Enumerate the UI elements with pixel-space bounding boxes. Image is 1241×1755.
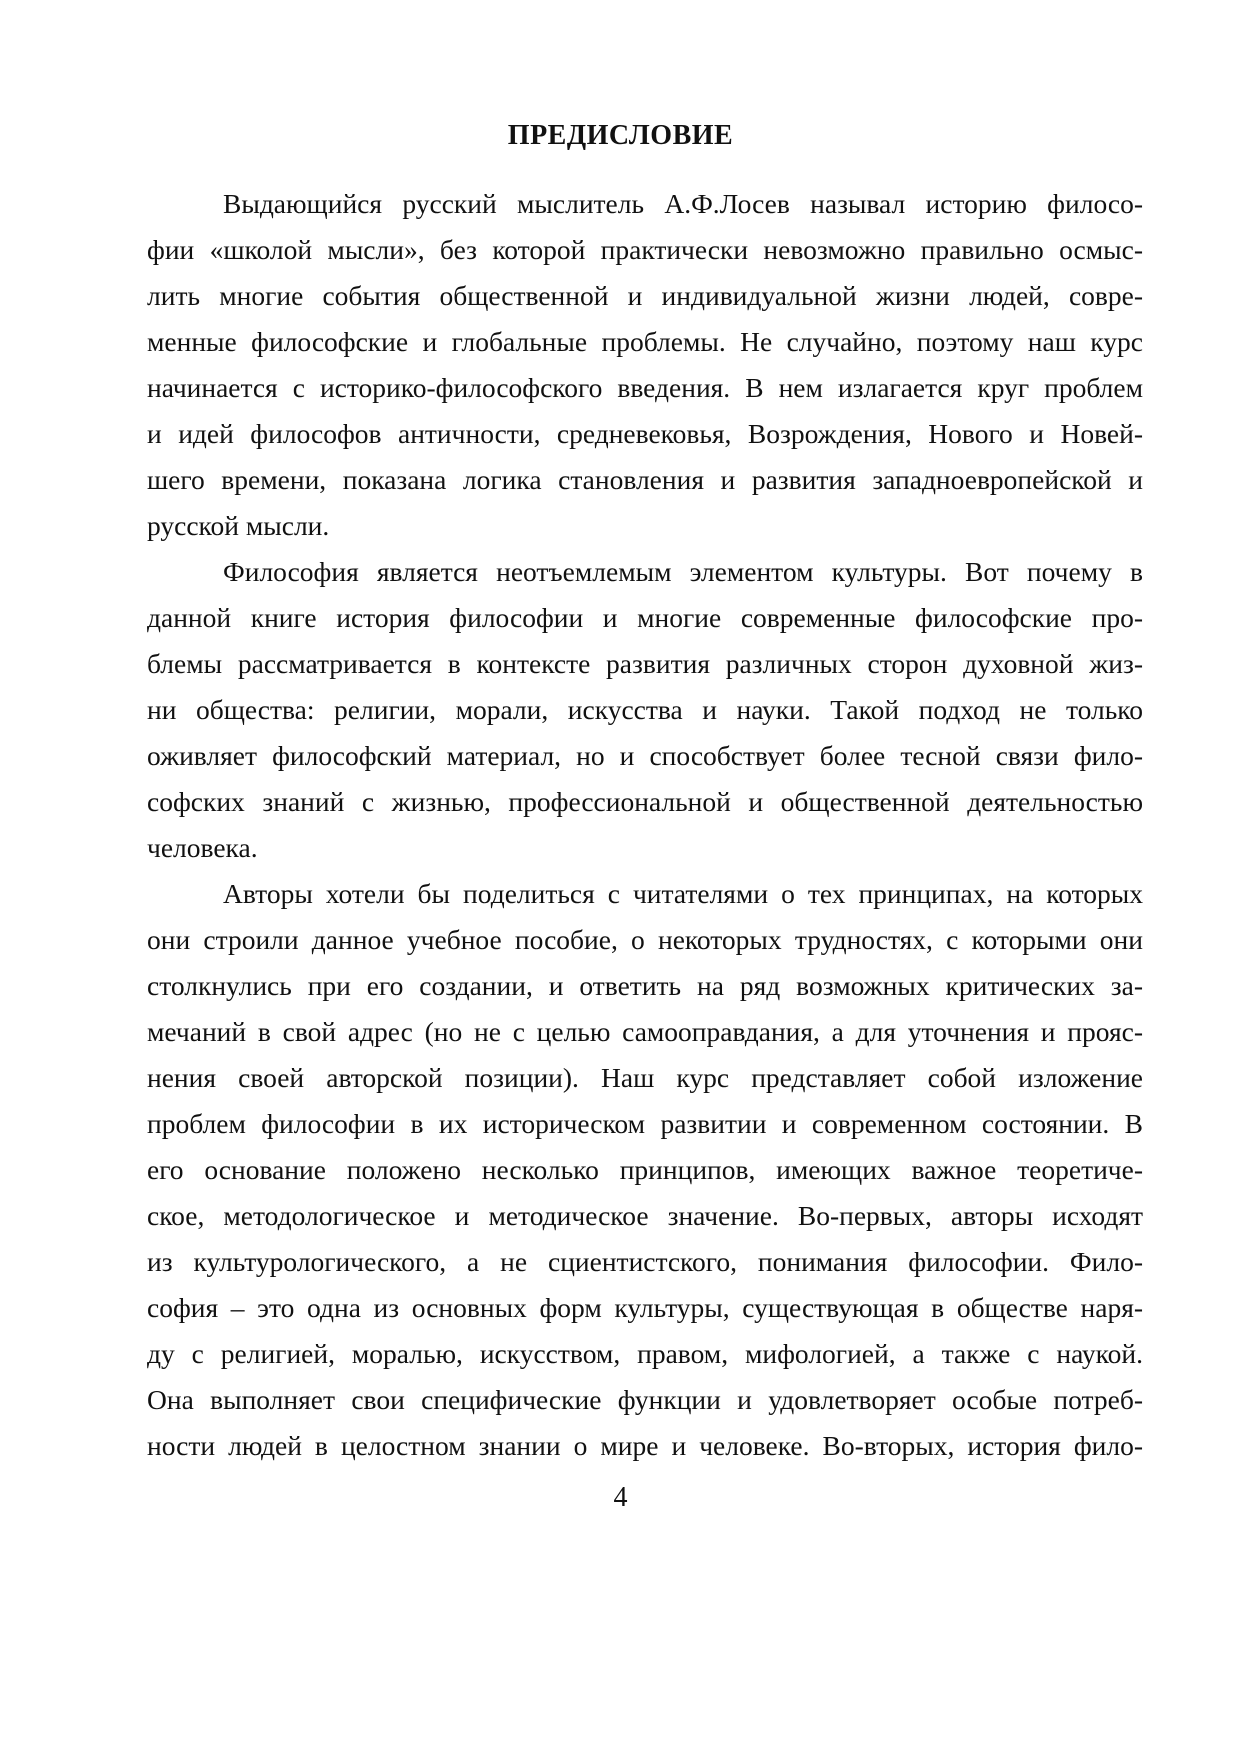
- text-line: менные философские и глобальные проблемы. Не случайно, поэтому наш курс: [147, 326, 1143, 357]
- text-line: начинается с историко-философского введения. В нем излагается круг проблем: [147, 372, 1143, 403]
- text-line: из культурологического, а не сциентистского, понимания философии. Фило-: [147, 1246, 1143, 1277]
- text-line: ности людей в целостном знании о мире и человеке. Во-вторых, история фило-: [147, 1430, 1143, 1461]
- text-line: софия – это одна из основных форм культуры, существующая в обществе наря-: [147, 1292, 1143, 1323]
- text-line: оживляет философский материал, но и способствует более тесной связи фило-: [147, 740, 1143, 771]
- text-line: блемы рассматривается в контексте развития различных сторон духовной жиз-: [147, 648, 1143, 679]
- text-line: ское, методологическое и методическое значение. Во-первых, авторы исходят: [147, 1200, 1143, 1231]
- text-line: софских знаний с жизнью, профессиональной и общественной деятельностью: [147, 786, 1143, 817]
- text-line: его основание положено несколько принципов, имеющих важное теоретиче-: [147, 1154, 1143, 1185]
- text-line: человека.: [147, 832, 258, 863]
- text-line: нения своей авторской позиции). Наш курс представляет собой изложение: [147, 1062, 1143, 1093]
- text-line: столкнулись при его создании, и ответить на ряд возможных критических за-: [147, 970, 1143, 1001]
- text-line: данной книге история философии и многие современные философские про-: [147, 602, 1143, 633]
- text-line: мечаний в свой адрес (но не с целью самооправдания, а для уточнения и прояс-: [147, 1016, 1143, 1047]
- text-line: шего времени, показана логика становления и развития западноевропейской и: [147, 464, 1143, 495]
- text-line: Философия является неотъемлемым элементом культуры. Вот почему в: [223, 556, 1143, 587]
- text-line: Выдающийся русский мыслитель А.Ф.Лосев называл историю филосо-: [223, 188, 1143, 219]
- text-line: фии «школой мысли», без которой практически невозможно правильно осмыс-: [147, 234, 1143, 265]
- text-line: они строили данное учебное пособие, о некоторых трудностях, с которыми они: [147, 924, 1143, 955]
- text-line: ду с религией, моралью, искусством, правом, мифологией, а также с наукой.: [147, 1338, 1143, 1369]
- page-number: 4: [613, 1482, 628, 1513]
- text-line: лить многие события общественной и индивидуальной жизни людей, совре-: [147, 280, 1143, 311]
- text-line: русской мысли.: [147, 510, 330, 541]
- text-line: и идей философов античности, средневековья, Возрождения, Нового и Новей-: [147, 418, 1143, 449]
- text-line: Авторы хотели бы поделиться с читателями о тех принципах, на которых: [223, 878, 1143, 909]
- text-line: проблем философии в их историческом развитии и современном состоянии. В: [147, 1108, 1143, 1139]
- text-line: Она выполняет свои специфические функции и удовлетворяет особые потреб-: [147, 1384, 1143, 1415]
- page-title: ПРЕДИСЛОВИЕ: [507, 120, 734, 151]
- text-line: ни общества: религии, морали, искусства и науки. Такой подход не только: [147, 694, 1143, 725]
